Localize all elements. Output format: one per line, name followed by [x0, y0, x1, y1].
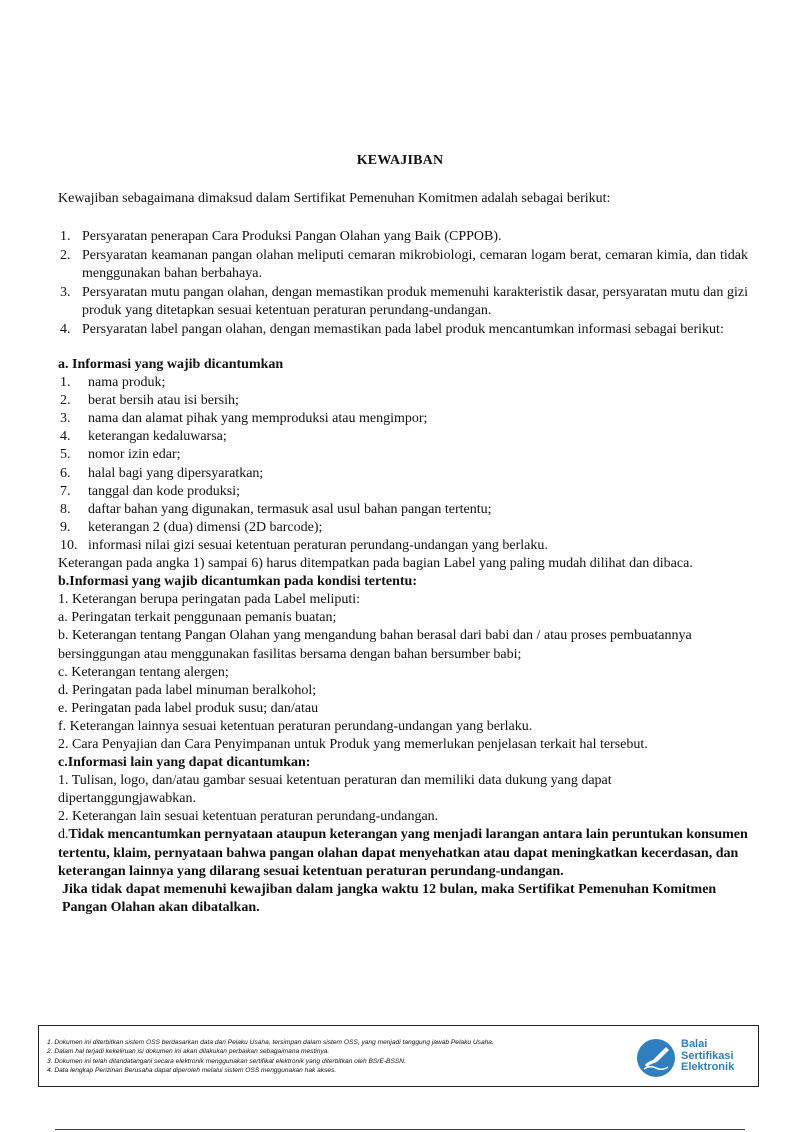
item-number: 7. — [60, 483, 71, 499]
item-text: tanggal dan kode produksi; — [88, 483, 241, 499]
requirements-list — [58, 228, 748, 340]
item-number: 6. — [60, 465, 71, 481]
item-number: 2. — [60, 393, 71, 409]
item-text: nama produk; — [88, 375, 166, 391]
item-text: keterangan kedaluwarsa; — [88, 429, 227, 445]
bottom-divider — [55, 1129, 745, 1130]
item-number: 9. — [60, 519, 71, 535]
logo-line: Elektronik — [681, 1061, 735, 1073]
footer-note: 2. Dalam hal terjadi kekeliruan isi dokumen ini akan dilakukan perbaikan sebagaimana mestinya. — [47, 1048, 330, 1056]
item-text: halal bagi yang dipersyaratkan; — [88, 465, 264, 481]
label-info-section — [58, 356, 748, 917]
section-a-item — [58, 374, 748, 392]
section-a-heading: a. Informasi yang wajib dicantumkan — [58, 357, 284, 372]
section-b-line: b. Keterangan tentang Pangan Olahan yang mengandung bahan berasal dari babi dan / atau proses pembuatannya bersinggungan atau menggunakan fasilitas bersama dengan bahan bersumber babi; — [58, 628, 692, 662]
section-a-item — [58, 446, 748, 464]
item-number: 5. — [60, 447, 71, 463]
item-text: nama dan alamat pihak yang memproduksi atau mengimpor; — [88, 411, 428, 427]
requirement-item — [58, 284, 748, 320]
requirement-item — [58, 321, 748, 339]
section-b-heading: b.Informasi yang wajib dicantumkan pada kondisi tertentu: — [58, 574, 418, 590]
footer-note: 4. Data lengkap Perizinan Berusaha dapat diperoleh melalui sistem OSS menggunakan hak akses. — [47, 1067, 337, 1075]
item-number: 4. — [60, 429, 71, 445]
logo-line: Balai — [681, 1038, 708, 1050]
section-b-line: 2. Cara Penyajian dan Cara Penyimpanan untuk Produk yang memerlukan penjelasan terkait hal tersebut. — [58, 736, 648, 752]
footer-notes — [47, 1038, 637, 1076]
item-number: 8. — [60, 501, 71, 517]
section-b-line: d. Peringatan pada label minuman beralkohol; — [58, 682, 317, 698]
section-a-item — [58, 465, 748, 483]
intro-paragraph: Kewajiban sebagaimana dimaksud dalam Sertifikat Pemenuhan Komitmen adalah sebagai berikut: — [58, 191, 611, 206]
requirement-text: Persyaratan label pangan olahan, dengan memastikan pada label produk mencantumkan informasi sebagai berikut: — [82, 322, 724, 337]
section-d-prefix: d. — [58, 827, 69, 843]
requirement-number: 3. — [60, 285, 71, 300]
item-number: 10. — [60, 537, 78, 553]
bsre-logo — [636, 1036, 754, 1078]
bsre-pen-icon — [636, 1038, 676, 1078]
section-a-item — [58, 428, 748, 446]
item-text: keterangan 2 (dua) dimensi (2D barcode); — [88, 519, 323, 535]
requirement-text: Persyaratan penerapan Cara Produksi Pangan Olahan yang Baik (CPPOB). — [82, 229, 502, 244]
section-d-text: Tidak mencantumkan pernyataan ataupun keterangan yang menjadi larangan antara lain peruntukan konsumen tertentu, klaim, pernyataan bahwa pangan olahan dapat menyehatkan atau dapat meningkatkan kecerdasan, dan keterangan lainnya yang dilarang sesuai ketentuan peraturan perundang-undangan. — [58, 827, 748, 879]
footer-disclaimer-box — [38, 1025, 759, 1087]
requirement-number: 4. — [60, 322, 71, 337]
requirement-number: 1. — [60, 229, 71, 244]
section-b-line: 1. Keterangan berupa peringatan pada Label meliputi: — [58, 592, 361, 608]
requirement-number: 2. — [60, 248, 71, 263]
section-a-item — [58, 392, 748, 410]
section-c-heading: c.Informasi lain yang dapat dicantumkan: — [58, 755, 311, 771]
section-a-item — [58, 519, 748, 537]
requirement-item — [58, 247, 748, 283]
item-number: 3. — [60, 411, 71, 427]
section-b-line: e. Peringatan pada label produk susu; dan/atau — [58, 700, 319, 716]
section-c-line: 2. Keterangan lain sesuai ketentuan peraturan perundang-undangan. — [58, 809, 439, 825]
item-text: nomor izin edar; — [88, 447, 181, 463]
item-number: 1. — [60, 375, 71, 391]
section-b-line: c. Keterangan tentang alergen; — [58, 664, 229, 680]
item-text: informasi nilai gizi sesuai ketentuan peraturan perundang-undangan yang berlaku. — [88, 537, 548, 553]
footer-note: 3. Dokumen ini telah ditandatangani secara elektronik menggunakan sertifikat elektronik yang diterbitkan oleh BSrE-BSSN. — [47, 1057, 406, 1065]
section-b-line: f. Keterangan lainnya sesuai ketentuan peraturan perundang-undangan yang berlaku. — [58, 718, 533, 734]
item-text: berat bersih atau isi bersih; — [88, 393, 239, 409]
section-a-item — [58, 483, 748, 501]
requirement-item — [58, 228, 748, 246]
section-a-note: Keterangan pada angka 1) sampai 6) harus ditempatkan pada bagian Label yang paling mudah dilihat dan dibaca. — [58, 556, 693, 572]
section-c-line: 1. Tulisan, logo, dan/atau gambar sesuai ketentuan peraturan dan memiliki data dukung yang dapat dipertanggungjawabkan. — [58, 773, 612, 807]
requirement-text: Persyaratan mutu pangan olahan, dengan memastikan produk memenuhi karakteristik dasar, persyaratan mutu dan gizi produk yang ditetapkan sesuai ketentuan peraturan perundang-undangan. — [82, 285, 748, 318]
requirement-text: Persyaratan keamanan pangan olahan meliputi cemaran mikrobiologi, cemaran logam berat, cemaran kimia, dan tidak menggunakan bahan berbahaya. — [82, 248, 748, 281]
footer-note: 1. Dokumen ini diterbitkan sistem OSS berdasarkan data dari Pelaku Usaha, tersimpan dalam sistem OSS, yang menjadi tanggung jawab Pelaku Usaha. — [47, 1039, 494, 1046]
closing-statement: Jika tidak dapat memenuhi kewajiban dalam jangka waktu 12 bulan, maka Sertifikat Pemenuhan Komitmen Pangan Olahan akan dibatalkan. — [62, 881, 717, 915]
bsre-logo-text — [681, 1039, 734, 1074]
logo-line: Sertifikasi — [681, 1049, 734, 1062]
section-a-item — [58, 410, 748, 428]
section-d-paragraph — [58, 826, 748, 880]
section-b-line: a. Peringatan terkait penggunaan pemanis buatan; — [58, 610, 337, 626]
section-a-item — [58, 537, 748, 555]
document-title: KEWAJIBAN — [356, 153, 444, 168]
item-text: daftar bahan yang digunakan, termasuk asal usul bahan pangan tertentu; — [88, 501, 492, 517]
section-a-item — [58, 501, 748, 519]
